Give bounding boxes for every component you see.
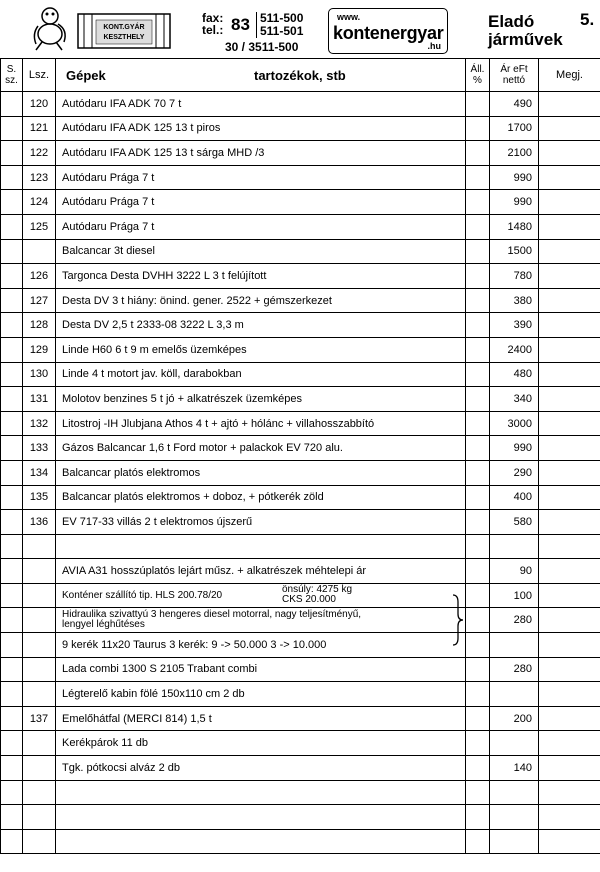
logo-text-line1: KONT.GYÁR <box>103 24 145 31</box>
description-cell: Desta DV 3 t hiány: önind. gener. 2522 + gémszerkezet <box>56 288 466 313</box>
lsz-cell: 126 <box>23 264 56 289</box>
description-cell <box>56 534 466 559</box>
tel-number: 511-501 <box>260 24 304 38</box>
notes-cell <box>539 288 600 313</box>
ssz-cell <box>1 387 23 412</box>
description-cell: Gázos Balcancar 1,6 t Ford motor + palackok EV 720 alu. <box>56 436 466 461</box>
table-row <box>1 411 600 436</box>
allapot-cell <box>466 510 490 535</box>
notes-cell <box>539 190 600 215</box>
price-cell: 490 <box>490 92 539 117</box>
price-cell: 990 <box>490 190 539 215</box>
ssz-cell <box>1 485 23 510</box>
hidraulika-line1: Hidraulika szivattyú 3 hengeres diesel motorral, nagy teljesítményű, <box>62 609 362 621</box>
description-cell: EV 717-33 villás 2 t elektromos újszerű <box>56 510 466 535</box>
table-row <box>1 214 600 239</box>
col-price <box>490 59 539 92</box>
description-cell: Légterelő kabin fölé 150x110 cm 2 db <box>56 682 466 707</box>
ssz-cell <box>1 239 23 264</box>
allapot-cell <box>466 534 490 559</box>
price-cell: 290 <box>490 460 539 485</box>
price-cell: 400 <box>490 485 539 510</box>
notes-cell <box>539 436 600 461</box>
ssz-cell <box>1 756 23 781</box>
description-cell: Autódaru Prága 7 t <box>56 214 466 239</box>
lsz-cell <box>23 534 56 559</box>
allapot-cell <box>466 559 490 584</box>
table-row <box>1 485 600 510</box>
description-cell: 9 kerék 11x20 Taurus 3 kerék: 9 -> 50.000 3 -> 10.000 <box>56 633 466 658</box>
price-cell: 480 <box>490 362 539 387</box>
notes-cell <box>539 214 600 239</box>
col-lsz: Lsz. <box>23 59 56 92</box>
allapot-cell <box>466 682 490 707</box>
notes-cell <box>539 756 600 781</box>
description-cell: AVIA A31 hosszúplatós lejárt műsz. + alkatrészek méhtelepi ár <box>56 559 466 584</box>
table-row <box>1 165 600 190</box>
notes-cell <box>539 731 600 756</box>
description-cell: Autódaru IFA ADK 125 13 t sárga MHD /3 <box>56 141 466 166</box>
description-cell: Targonca Desta DVHH 3222 L 3 t felújított <box>56 264 466 289</box>
table-row <box>1 731 600 756</box>
table-row <box>1 436 600 461</box>
table-row <box>1 657 600 682</box>
table-row <box>1 92 600 117</box>
table-row <box>1 633 600 658</box>
lsz-cell: 134 <box>23 460 56 485</box>
price-cell: 1500 <box>490 239 539 264</box>
allapot-cell <box>466 657 490 682</box>
ssz-cell <box>1 362 23 387</box>
ssz-cell <box>1 829 23 854</box>
notes-cell <box>539 387 600 412</box>
lsz-cell <box>23 829 56 854</box>
vehicle-table <box>0 58 600 854</box>
notes-cell <box>539 411 600 436</box>
lsz-cell: 133 <box>23 436 56 461</box>
page-title-line1: Eladó <box>488 12 535 31</box>
table-row <box>1 337 600 362</box>
ssz-cell <box>1 534 23 559</box>
table-row <box>1 239 600 264</box>
price-cell <box>490 731 539 756</box>
description-cell <box>56 780 466 805</box>
container-logo-icon <box>28 4 173 52</box>
ssz-cell <box>1 510 23 535</box>
col-allapot <box>466 59 490 92</box>
web-prefix: www. <box>337 12 361 22</box>
ssz-cell <box>1 165 23 190</box>
tel-label: tel.: <box>202 23 224 37</box>
notes-cell <box>539 805 600 830</box>
page-title-line2: járművek <box>488 30 563 49</box>
lsz-cell <box>23 731 56 756</box>
notes-cell <box>539 534 600 559</box>
col-gepek: Gépek <box>66 68 106 83</box>
table-row <box>1 510 600 535</box>
ssz-cell <box>1 706 23 731</box>
col-ssz-line2: sz. <box>5 75 18 86</box>
ssz-cell <box>1 92 23 117</box>
lsz-cell <box>23 657 56 682</box>
description-cell <box>56 829 466 854</box>
description-cell: Kerékpárok 11 db <box>56 731 466 756</box>
ssz-cell <box>1 116 23 141</box>
price-cell: 580 <box>490 510 539 535</box>
ssz-cell <box>1 780 23 805</box>
table-row <box>1 116 600 141</box>
lsz-cell: 132 <box>23 411 56 436</box>
notes-cell <box>539 165 600 190</box>
price-cell: 1480 <box>490 214 539 239</box>
description-cell: Balcancar platós elektromos <box>56 460 466 485</box>
description-cell: Linde H60 6 t 9 m emelős üzemképes <box>56 337 466 362</box>
notes-cell <box>539 780 600 805</box>
price-cell <box>490 780 539 805</box>
description-cell <box>56 583 466 608</box>
mobile-number: 30 / 3511-500 <box>225 40 299 54</box>
col-ssz <box>1 59 23 92</box>
lsz-cell <box>23 756 56 781</box>
lsz-cell: 131 <box>23 387 56 412</box>
price-cell <box>490 682 539 707</box>
lsz-cell: 125 <box>23 214 56 239</box>
allapot-cell <box>466 239 490 264</box>
allapot-cell <box>466 756 490 781</box>
web-suffix: .hu <box>427 41 441 51</box>
price-cell: 280 <box>490 608 539 633</box>
ssz-cell <box>1 682 23 707</box>
notes-cell <box>539 116 600 141</box>
allapot-cell <box>466 387 490 412</box>
price-cell: 2400 <box>490 337 539 362</box>
price-cell: 280 <box>490 657 539 682</box>
lsz-cell <box>23 633 56 658</box>
contact-labels <box>202 12 223 36</box>
lsz-cell: 128 <box>23 313 56 338</box>
allapot-cell <box>466 116 490 141</box>
description-cell: Autódaru Prága 7 t <box>56 165 466 190</box>
allapot-cell <box>466 313 490 338</box>
lsz-cell: 137 <box>23 706 56 731</box>
col-description <box>56 59 466 92</box>
ssz-cell <box>1 731 23 756</box>
description-cell: Litostroj -IH Jlubjana Athos 4 t + ajtó + hólánc + villahosszabbító <box>56 411 466 436</box>
ssz-cell <box>1 583 23 608</box>
notes-cell <box>539 510 600 535</box>
onsuly-text: önsúly: 4275 kg <box>282 583 353 595</box>
allapot-cell <box>466 608 490 633</box>
col-all-line2: % <box>473 75 482 86</box>
col-ar-line1: Ár eFt <box>500 64 528 75</box>
description-cell: Desta DV 2,5 t 2333-08 3222 L 3,3 m <box>56 313 466 338</box>
fax-number: 511-500 <box>260 11 304 25</box>
description-cell: Tgk. pótkocsi alváz 2 db <box>56 756 466 781</box>
table-row <box>1 190 600 215</box>
allapot-cell <box>466 460 490 485</box>
price-cell: 2100 <box>490 141 539 166</box>
page-number: 5. <box>580 10 595 29</box>
table-row <box>1 534 600 559</box>
price-cell: 200 <box>490 706 539 731</box>
price-cell: 90 <box>490 559 539 584</box>
ssz-cell <box>1 559 23 584</box>
allapot-cell <box>466 829 490 854</box>
col-ar-line2: nettó <box>502 75 526 86</box>
ssz-cell <box>1 264 23 289</box>
fax-label: fax: <box>202 11 224 25</box>
col-tartozekok: tartozékok, stb <box>254 68 346 83</box>
description-cell: Molotov benzines 5 t jó + alkatrészek üzemképes <box>56 387 466 412</box>
lsz-cell: 136 <box>23 510 56 535</box>
website-box <box>328 8 448 54</box>
allapot-cell <box>466 362 490 387</box>
logo-text-line2: KESZTHELY <box>103 34 145 41</box>
notes-cell <box>539 239 600 264</box>
table-row <box>1 387 600 412</box>
hidraulika-line2: lengyel léghűtéses <box>62 619 145 631</box>
table-row <box>1 583 600 608</box>
notes-cell <box>539 313 600 338</box>
notes-cell <box>539 559 600 584</box>
notes-cell <box>539 460 600 485</box>
lsz-cell: 130 <box>23 362 56 387</box>
ssz-cell <box>1 288 23 313</box>
allapot-cell <box>466 780 490 805</box>
table-row <box>1 313 600 338</box>
allapot-cell <box>466 337 490 362</box>
lsz-cell <box>23 583 56 608</box>
table-row <box>1 362 600 387</box>
lsz-cell: 127 <box>23 288 56 313</box>
notes-cell <box>539 682 600 707</box>
table-row <box>1 780 600 805</box>
phone-numbers <box>256 12 303 38</box>
table-row <box>1 829 600 854</box>
ssz-cell <box>1 214 23 239</box>
price-cell: 340 <box>490 387 539 412</box>
allapot-cell <box>466 288 490 313</box>
table-row <box>1 682 600 707</box>
table-row <box>1 706 600 731</box>
lsz-cell: 121 <box>23 116 56 141</box>
notes-cell <box>539 485 600 510</box>
notes-cell <box>539 264 600 289</box>
ssz-cell <box>1 460 23 485</box>
col-notes: Megj. <box>539 59 600 92</box>
description-cell: Balcancar platós elektromos + doboz, + pótkerék zöld <box>56 485 466 510</box>
allapot-cell <box>466 805 490 830</box>
price-cell: 780 <box>490 264 539 289</box>
allapot-cell <box>466 485 490 510</box>
notes-cell <box>539 829 600 854</box>
price-cell <box>490 805 539 830</box>
table-row <box>1 608 600 633</box>
description-cell: Autódaru IFA ADK 125 13 t piros <box>56 116 466 141</box>
price-cell: 140 <box>490 756 539 781</box>
ssz-cell <box>1 313 23 338</box>
allapot-cell <box>466 706 490 731</box>
description-cell: Autódaru IFA ADK 70 7 t <box>56 92 466 117</box>
price-cell: 990 <box>490 436 539 461</box>
allapot-cell <box>466 583 490 608</box>
allapot-cell <box>466 141 490 166</box>
lsz-cell <box>23 239 56 264</box>
description-cell <box>56 805 466 830</box>
notes-cell <box>539 657 600 682</box>
table-row <box>1 264 600 289</box>
price-cell: 3000 <box>490 411 539 436</box>
ssz-cell <box>1 190 23 215</box>
col-all-line1: Áll. <box>470 64 485 75</box>
ssz-cell <box>1 633 23 658</box>
price-cell <box>490 534 539 559</box>
notes-cell <box>539 141 600 166</box>
col-ssz-line1: S. <box>6 64 17 75</box>
ssz-cell <box>1 337 23 362</box>
description-cell <box>56 608 466 633</box>
description-cell: Autódaru Prága 7 t <box>56 190 466 215</box>
table-row <box>1 756 600 781</box>
notes-cell <box>539 583 600 608</box>
ssz-cell <box>1 608 23 633</box>
lsz-cell <box>23 805 56 830</box>
lsz-cell <box>23 780 56 805</box>
price-cell: 1700 <box>490 116 539 141</box>
lsz-cell <box>23 559 56 584</box>
ssz-cell <box>1 657 23 682</box>
lsz-cell: 135 <box>23 485 56 510</box>
lsz-cell <box>23 682 56 707</box>
table-row <box>1 288 600 313</box>
description-cell: Linde 4 t motort jav. köll, darabokban <box>56 362 466 387</box>
curly-brace-icon <box>451 594 465 646</box>
lsz-cell: 129 <box>23 337 56 362</box>
price-cell <box>490 633 539 658</box>
cks-text: CKS 20.000 <box>282 593 336 605</box>
page-header <box>0 0 600 58</box>
lsz-cell: 120 <box>23 92 56 117</box>
notes-cell <box>539 706 600 731</box>
allapot-cell <box>466 731 490 756</box>
table-row <box>1 141 600 166</box>
kontener-text: Konténer szállító tip. HLS 200.78/20 <box>62 589 223 601</box>
lsz-cell <box>23 608 56 633</box>
allapot-cell <box>466 214 490 239</box>
notes-cell <box>539 92 600 117</box>
lsz-cell: 124 <box>23 190 56 215</box>
allapot-cell <box>466 411 490 436</box>
notes-cell <box>539 337 600 362</box>
allapot-cell <box>466 633 490 658</box>
area-code: 83 <box>231 15 250 34</box>
price-cell: 380 <box>490 288 539 313</box>
table-row <box>1 559 600 584</box>
allapot-cell <box>466 190 490 215</box>
table-row <box>1 805 600 830</box>
web-brand: kontenergyar <box>333 23 444 43</box>
allapot-cell <box>466 264 490 289</box>
price-cell <box>490 829 539 854</box>
lsz-cell: 122 <box>23 141 56 166</box>
notes-cell <box>539 362 600 387</box>
description-cell: Balcancar 3t diesel <box>56 239 466 264</box>
ssz-cell <box>1 805 23 830</box>
notes-cell <box>539 633 600 658</box>
notes-cell <box>539 608 600 633</box>
price-cell: 390 <box>490 313 539 338</box>
allapot-cell <box>466 165 490 190</box>
ssz-cell <box>1 141 23 166</box>
price-cell: 990 <box>490 165 539 190</box>
ssz-cell <box>1 411 23 436</box>
table-header-row <box>1 59 600 92</box>
ssz-cell <box>1 436 23 461</box>
allapot-cell <box>466 436 490 461</box>
price-cell: 100 <box>490 583 539 608</box>
allapot-cell <box>466 92 490 117</box>
lsz-cell: 123 <box>23 165 56 190</box>
description-cell: Emelőhátfal (MERCI 814) 1,5 t <box>56 706 466 731</box>
table-row <box>1 460 600 485</box>
description-cell: Lada combi 1300 S 2105 Trabant combi <box>56 657 466 682</box>
